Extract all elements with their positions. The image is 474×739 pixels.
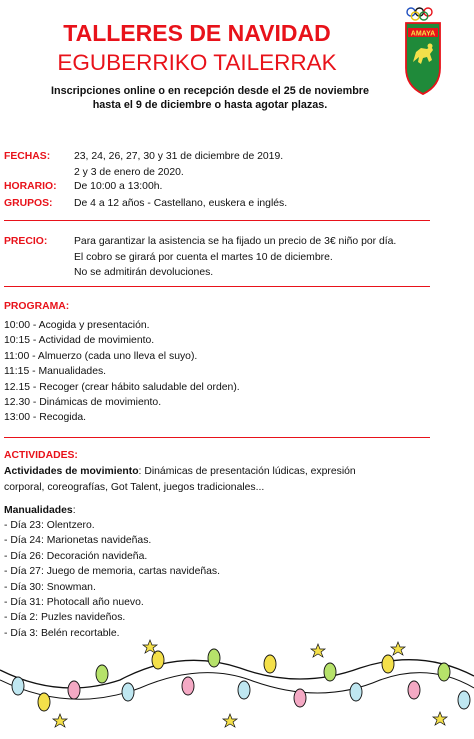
crafts-list xyxy=(4,518,220,641)
registration-note-line-1: Inscripciones online o en recepción desde el 25 de noviembre xyxy=(50,85,369,97)
light-bulb-icon xyxy=(182,677,194,695)
crafts-label: Manualidades xyxy=(4,505,73,516)
logo-text: AMAYA xyxy=(410,30,436,38)
movement-activities-text-1: : Dinámicas de presentación lúdicas, expresión xyxy=(138,466,356,477)
light-bulb-icon xyxy=(458,691,470,709)
star-icon xyxy=(143,640,157,653)
divider xyxy=(4,286,430,287)
light-bulb-icon xyxy=(324,663,336,681)
crafts-item: - Día 26: Decoración navideña. xyxy=(4,550,148,562)
crafts-heading xyxy=(4,503,434,519)
light-bulb-icon xyxy=(382,655,394,673)
groups-label: GRUPOS: xyxy=(4,198,53,209)
schedule-value: De 10:00 a 13:00h. xyxy=(74,181,163,192)
page-subtitle: EGUBERRIKO TAILERRAK xyxy=(57,50,337,75)
star-icon xyxy=(433,712,447,725)
program-item: 11:15 - Manualidades. xyxy=(4,366,107,378)
price-line-1: Para garantizar la asistencia se ha fijado un precio de 3€ niño por día. xyxy=(74,236,397,247)
program-item: 13:00 - Recogida. xyxy=(4,412,87,424)
crafts-item: - Día 3: Belén recortable. xyxy=(4,627,120,639)
light-bulb-icon xyxy=(208,649,220,667)
crafts-item: - Día 23: Olentzero. xyxy=(4,520,95,531)
light-bulb-icon xyxy=(96,665,108,683)
movement-activities-text-2: corporal, coreografías, Got Talent, juegos tradicionales... xyxy=(4,482,265,493)
light-bulb-icon xyxy=(152,651,164,669)
light-bulb-icon xyxy=(68,681,80,699)
activities-title: ACTIVIDADES: xyxy=(4,450,78,461)
groups-value: De 4 a 12 años - Castellano, euskera e inglés. xyxy=(74,198,288,209)
program-item: 11:00 - Almuerzo (cada uno lleva el suyo). xyxy=(4,350,198,362)
crafts-item: - Día 30: Snowman. xyxy=(4,581,96,593)
amaya-crest-logo xyxy=(403,6,443,96)
light-bulb-icon xyxy=(438,663,450,681)
program-item: 12.30 - Dinámicas de movimiento. xyxy=(4,396,162,408)
program-item: 10:15 - Actividad de movimiento. xyxy=(4,335,155,347)
dates-line-1: 23, 24, 26, 27, 30 y 31 de diciembre de 2019. xyxy=(74,151,284,162)
program-title: PROGRAMA: xyxy=(4,301,70,312)
schedule-label: HORARIO: xyxy=(4,181,57,192)
christmas-lights-garland xyxy=(0,628,474,739)
program-item: 10:00 - Acogida y presentación. xyxy=(4,320,150,331)
light-bulb-icon xyxy=(38,693,50,711)
program-item: 12.15 - Recoger (crear hábito saludable del orden). xyxy=(4,381,240,393)
crafts-item: - Día 24: Marionetas navideñas. xyxy=(4,535,152,547)
crafts-item: - Día 27: Juego de memoria, cartas navideñas. xyxy=(4,566,221,578)
star-icon xyxy=(391,642,405,655)
page-title: TALLERES DE NAVIDAD xyxy=(63,20,331,46)
light-bulb-icon xyxy=(264,655,276,673)
light-bulb-icon xyxy=(122,683,134,701)
movement-activities xyxy=(4,464,434,496)
star-icon xyxy=(311,644,325,657)
registration-note-line-2: hasta el 9 de diciembre o hasta agotar plazas. xyxy=(92,99,328,111)
price-value xyxy=(74,234,396,281)
price-label: PRECIO: xyxy=(4,236,48,247)
divider xyxy=(4,220,430,221)
olympic-rings-icon xyxy=(407,8,432,20)
dates-value xyxy=(74,149,283,180)
dates-line-2: 2 y 3 de enero de 2020. xyxy=(74,166,184,178)
price-line-2: El cobro se girará por cuenta el martes 10 de diciembre. xyxy=(74,251,333,263)
movement-activities-label: Actividades de movimiento xyxy=(4,466,139,477)
program-list xyxy=(4,318,240,426)
light-bulb-icon xyxy=(12,677,24,695)
star-icon xyxy=(53,714,67,727)
light-bulb-icon xyxy=(238,681,250,699)
light-bulb-icon xyxy=(294,689,306,707)
divider xyxy=(4,437,430,438)
dates-label: FECHAS: xyxy=(4,151,51,162)
crafts-item: - Día 2: Puzles navideños. xyxy=(4,612,126,624)
crafts-item: - Día 31: Photocall año nuevo. xyxy=(4,596,144,608)
star-icon xyxy=(223,714,237,727)
registration-note xyxy=(20,84,400,112)
price-line-3: No se admitirán devoluciones. xyxy=(74,267,214,278)
light-bulb-icon xyxy=(408,681,420,699)
light-bulb-icon xyxy=(350,683,362,701)
crafts-colon: : xyxy=(72,505,76,516)
